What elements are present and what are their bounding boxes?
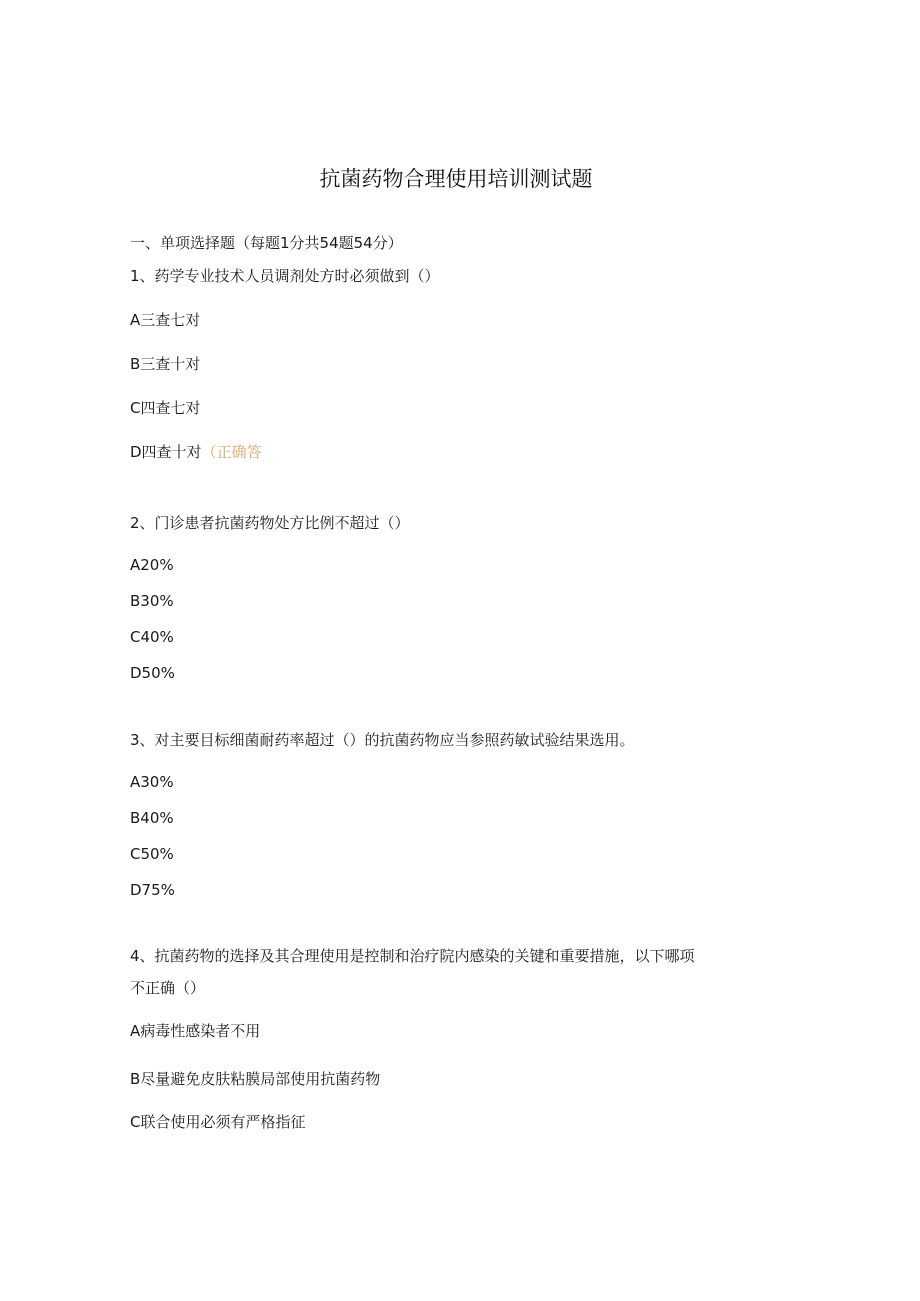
question-2-option-b: B30% [130,592,174,610]
question-1-option-d: D四查十对 [130,443,202,461]
question-2-stem: 2、门诊患者抗菌药物处方比例不超过（） [130,514,410,532]
section-header: 一、单项选择题（每题1分共54题54分） [130,234,403,252]
question-2-option-d: D50% [130,664,175,682]
question-4-stem-line-2: 不正确（） [130,979,206,997]
question-2-option-c: C40% [130,628,174,646]
question-1-option-a: A三查七对 [130,311,201,329]
question-3-option-a: A30% [130,773,174,791]
question-3-option-b: B40% [130,809,174,827]
question-4-stem-line-1: 4、抗菌药物的选择及其合理使用是控制和治疗院内感染的关键和重要措施，以下哪项 [130,947,695,965]
question-3-option-c: C50% [130,845,174,863]
question-3-stem: 3、对主要目标细菌耐药率超过（）的抗菌药物应当参照药敏试验结果选用。 [130,731,635,749]
question-1-option-d-row [130,442,262,462]
question-4-option-b: B尽量避免皮肤粘膜局部使用抗菌药物 [130,1070,381,1088]
page-title: 抗菌药物合理使用培训测试题 [319,167,593,191]
question-1-stem: 1、药学专业技术人员调剂处方时必须做到（） [130,267,440,285]
question-1-option-c: C四查七对 [130,399,201,417]
question-4-option-a: A病毒性感染者不用 [130,1022,261,1040]
question-3-option-d: D75% [130,881,175,899]
answer-hint: （正确答 [201,443,262,461]
question-4-option-c: C联合使用必须有严格指征 [130,1113,306,1131]
question-1-option-b: B三查十对 [130,355,201,373]
question-2-option-a: A20% [130,556,174,574]
